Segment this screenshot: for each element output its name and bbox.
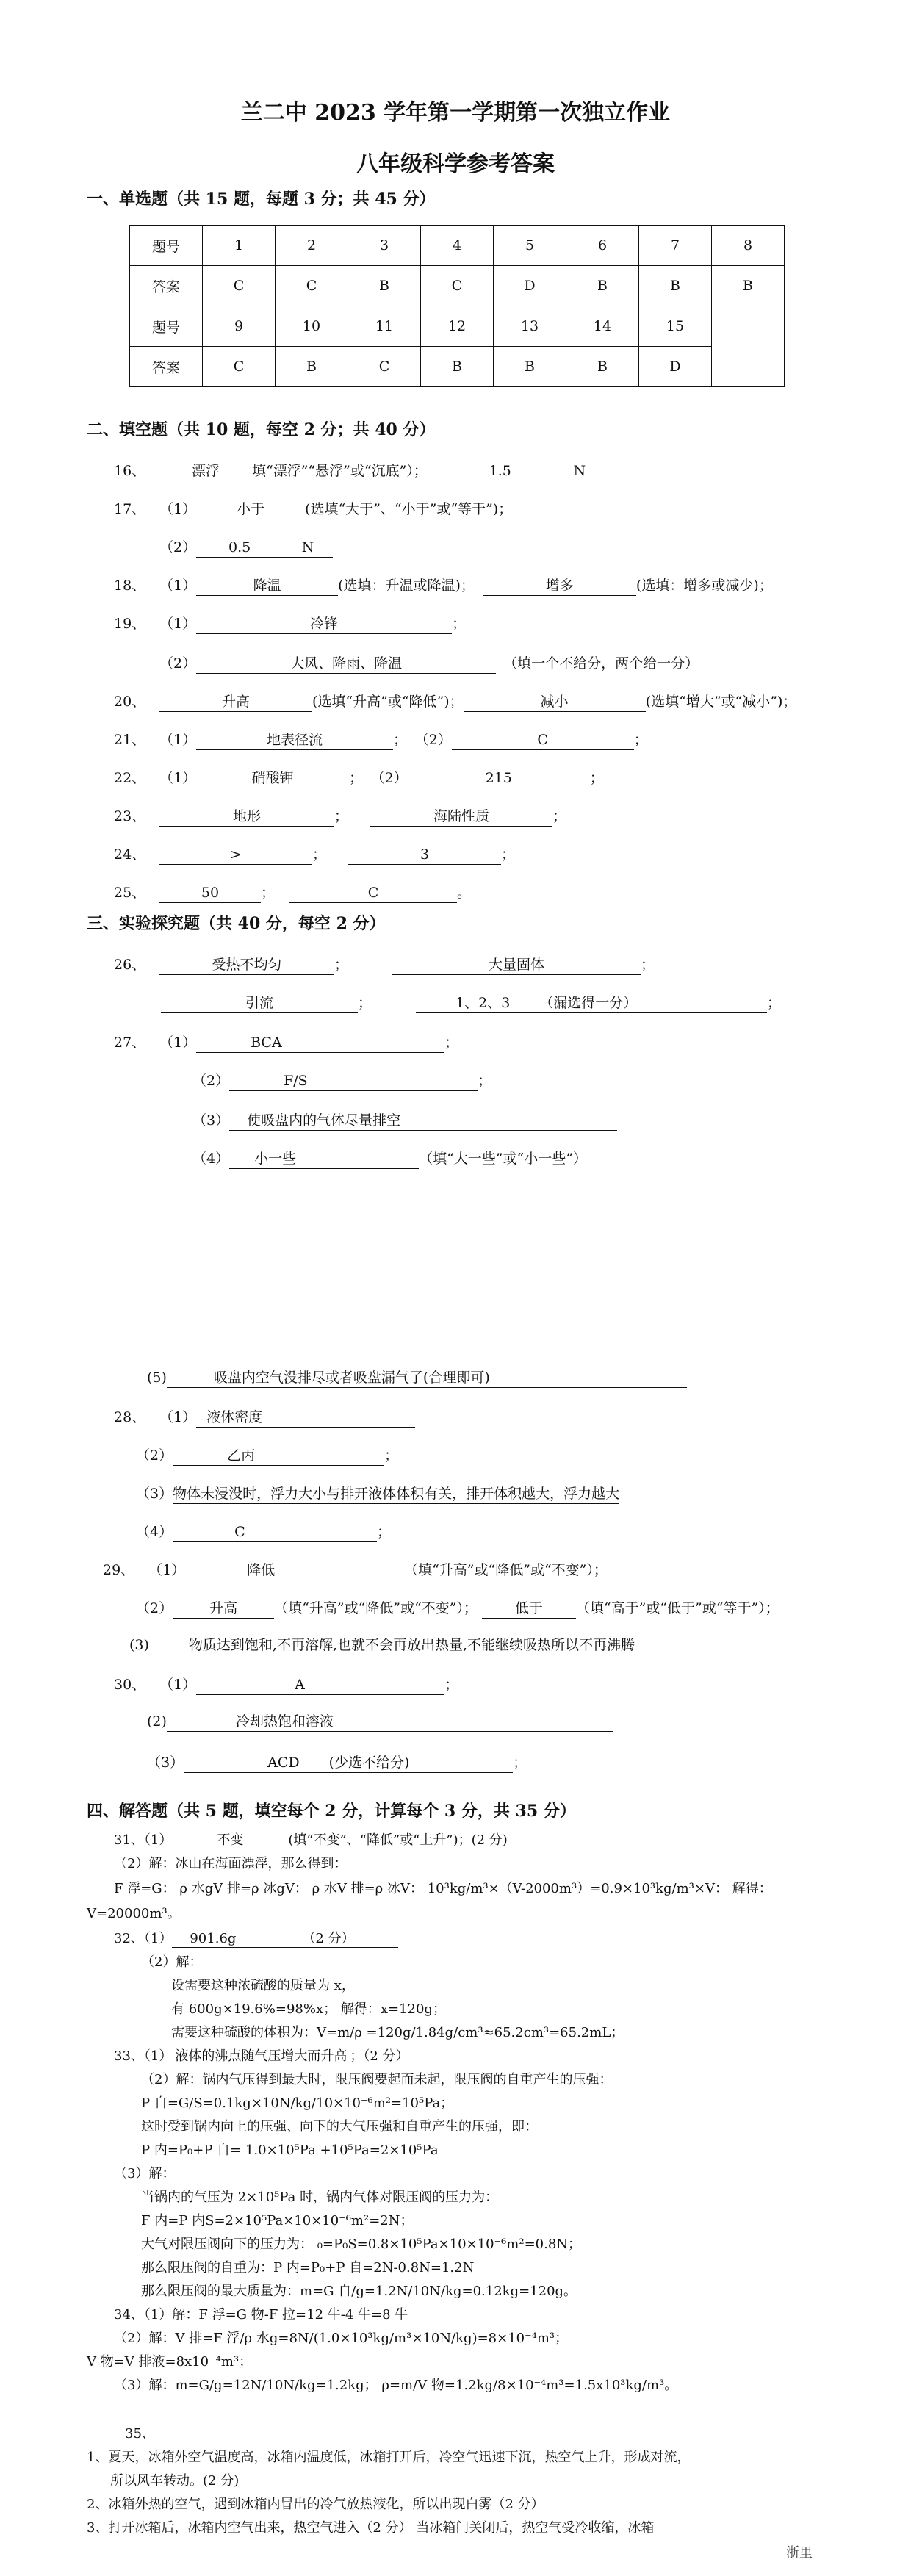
section-3-heading: 三、实验探究题（共 40 分，每空 2 分） bbox=[87, 914, 386, 933]
question-number: 21、 bbox=[114, 732, 146, 748]
answer-value: C bbox=[234, 1524, 245, 1540]
hint-text: (少选不给分) bbox=[328, 1755, 410, 1771]
table-cell: C bbox=[276, 266, 348, 306]
hint-text: ； bbox=[261, 885, 276, 901]
answer-blank bbox=[173, 1446, 384, 1466]
question-number: 28、 bbox=[114, 1409, 146, 1425]
answer-blank bbox=[167, 1712, 613, 1732]
table-cell: B bbox=[494, 347, 566, 387]
hint-text: (选填“大于”、“小于”或“等于”)； bbox=[305, 501, 513, 517]
answer-blank: 0.5 bbox=[196, 538, 283, 558]
answer-value: A bbox=[295, 1677, 305, 1693]
answer-blank bbox=[167, 1368, 687, 1388]
hint-text: （填一个不给分，两个给一分） bbox=[503, 655, 699, 672]
answer-blank bbox=[184, 1753, 513, 1773]
answer-blank: 3 bbox=[348, 845, 501, 865]
answer-blank: 低于 bbox=[482, 1599, 576, 1619]
answer-blank: 215 bbox=[408, 769, 590, 788]
answer-blank: 小于 bbox=[196, 500, 305, 519]
answer-blank bbox=[416, 993, 767, 1013]
answer-blank bbox=[196, 1408, 415, 1428]
table-cell: 11 bbox=[348, 306, 421, 347]
answer-value: BCA bbox=[251, 1035, 282, 1051]
q31-line-4: V=20000m³。 bbox=[87, 1906, 181, 1921]
part-label: (5) bbox=[147, 1370, 167, 1386]
hint-text: （漏选得一分） bbox=[539, 995, 638, 1011]
hint-text: ； bbox=[444, 1677, 459, 1693]
q27-line-3 bbox=[192, 1109, 617, 1131]
answer-value: 冷却热饱和溶液 bbox=[235, 1713, 334, 1730]
q33-line-9: 大气对限压阀向下的压力为： ₀=P₀S=0.8×10⁵Pa×10×10⁻⁶m²=0.8N； bbox=[141, 2237, 582, 2252]
question-number: 30、 bbox=[114, 1677, 146, 1693]
answer-value: 1、2、3 bbox=[455, 995, 511, 1011]
answer-value: 物质达到饱和,不再溶解,也就不会再放出热量,不能继续吸热所以不再沸腾 bbox=[188, 1637, 635, 1653]
part-label: （3） bbox=[147, 1755, 184, 1771]
question-number: 31、（1） bbox=[114, 1832, 173, 1848]
hint-text: ； bbox=[552, 808, 567, 824]
table-cell: D bbox=[494, 266, 566, 306]
q34-line-4: （3）解：m=G/g=12N/10N/kg=1.2kg； ρ=m/V 物=1.2kg/8×10⁻⁴m³=1.5x10³kg/m³。 bbox=[114, 2378, 678, 2393]
q31-line-3: F 浮=G： ρ 水gV 排=ρ 冰gV： ρ 水V 排=ρ 冰V： 10³kg/m³×（V-2000m³）=0.9×10³kg/m³×V： 解得： bbox=[114, 1881, 772, 1896]
part-label: （1） bbox=[159, 770, 197, 786]
question-number: 18、 bbox=[114, 578, 146, 594]
answer-blank bbox=[196, 1033, 444, 1053]
hint-text: ； bbox=[501, 846, 516, 863]
answer-blank bbox=[172, 1931, 398, 1948]
table-cell: 9 bbox=[203, 306, 276, 347]
answer-blank: 大风、降雨、降温 bbox=[196, 654, 496, 674]
part-label: （2） bbox=[422, 732, 452, 748]
answer-blank: C bbox=[452, 730, 634, 750]
hint-text: (选填“增大”或“减小”)； bbox=[645, 694, 797, 710]
part-label: (3) bbox=[129, 1637, 149, 1653]
hint-text: ； bbox=[633, 732, 648, 748]
q35-line-5: 3、打开冰箱后，冰箱内空气出来，热空气进入（2 分） 当冰箱门关闭后，热空气受冷收缩，冰箱 bbox=[87, 2520, 655, 2536]
q32-line-1 bbox=[114, 1928, 398, 1948]
q17-line-2 bbox=[159, 536, 333, 558]
hint-text: (填“不变”、“降低”或“上升”)；(2 分) bbox=[288, 1832, 508, 1848]
table-cell: D bbox=[639, 347, 712, 387]
question-number: 33、（1） bbox=[114, 2048, 173, 2064]
table-cell: 12 bbox=[421, 306, 494, 347]
hint-text: ； bbox=[478, 1073, 492, 1089]
hint-text: 。 bbox=[457, 885, 472, 901]
part-label: （1） bbox=[159, 732, 197, 748]
q33-line-5: P 内=P₀+P 自= 1.0×10⁵Pa +10⁵Pa=2×10⁵Pa bbox=[141, 2143, 439, 2158]
answer-blank: 引流 bbox=[161, 993, 358, 1013]
part-label: （2） bbox=[159, 539, 197, 555]
table-cell: 4 bbox=[421, 226, 494, 266]
answer-value: F/S bbox=[284, 1073, 308, 1089]
question-number: 19、 bbox=[114, 616, 146, 632]
q35-line-1: 35、 bbox=[125, 2426, 155, 2442]
hint-text: (选填：增多或减少)； bbox=[635, 578, 773, 594]
hint-text: (选填：升温或降温)； bbox=[338, 578, 475, 594]
q25-line bbox=[114, 882, 471, 903]
hint-text: ； bbox=[452, 616, 467, 632]
q24-line bbox=[114, 843, 515, 865]
part-label: （2） bbox=[136, 1447, 173, 1464]
hint-text: ； bbox=[641, 957, 655, 973]
question-number: 25、 bbox=[114, 885, 146, 901]
table-cell: B bbox=[712, 266, 785, 306]
question-number: 20、 bbox=[114, 694, 146, 710]
answer-unit: N bbox=[283, 538, 333, 558]
answer-blank: 不变 bbox=[172, 1832, 288, 1849]
table-cell: C bbox=[203, 347, 276, 387]
answer-blank: > bbox=[159, 845, 312, 865]
answer-value: 液体密度 bbox=[206, 1409, 263, 1425]
hint-text: ； bbox=[349, 770, 364, 786]
part-label: （3） bbox=[136, 1486, 173, 1502]
q27-line-1 bbox=[114, 1032, 458, 1053]
table-cell: 6 bbox=[566, 226, 639, 266]
question-number: 17、 bbox=[114, 501, 146, 517]
part-label: （1） bbox=[159, 1409, 197, 1425]
q32-line-2: （2）解： bbox=[141, 1954, 203, 1970]
q22-line bbox=[114, 767, 604, 788]
q26-line-1 bbox=[114, 954, 655, 975]
hint-text: （2 分） bbox=[302, 1931, 355, 1946]
hint-text: ； bbox=[384, 1447, 399, 1464]
answer-blank: 液体的沸点随气压增大而升高 bbox=[172, 2048, 350, 2065]
table-cell: 题号 bbox=[130, 226, 203, 266]
answer-blank: 物体未浸没时，浮力大小与排开液体体积有关，排开体积越大，浮力越大 bbox=[173, 1484, 619, 1504]
table-cell: 15 bbox=[639, 306, 712, 347]
answer-blank: 漂浮 bbox=[159, 461, 252, 481]
hint-text: ； bbox=[589, 770, 604, 786]
hint-text: ； bbox=[767, 995, 782, 1011]
part-label: （2） bbox=[136, 1600, 173, 1616]
answer-blank bbox=[229, 1111, 617, 1131]
part-label: (2) bbox=[147, 1713, 167, 1730]
hint-text: （填“升高”或“降低”或“不变”）； bbox=[404, 1562, 608, 1578]
q32-line-3: 设需要这种浓硫酸的质量为 x， bbox=[171, 1978, 355, 1993]
part-label: （1） bbox=[148, 1562, 186, 1578]
answer-blank: 受热不均匀 bbox=[159, 955, 334, 975]
section-4-heading: 四、解答题（共 5 题，填空每个 2 分，计算每个 3 分，共 35 分） bbox=[87, 1802, 576, 1821]
table-cell: 5 bbox=[494, 226, 566, 266]
answer-blank: 升高 bbox=[173, 1599, 274, 1619]
q33-line-4: 这时受到锅内向上的压强、向下的大气压强和自重产生的压强，即： bbox=[141, 2119, 538, 2134]
answer-blank: 冷锋 bbox=[196, 614, 452, 634]
table-row bbox=[130, 306, 785, 347]
part-label: （1） bbox=[159, 616, 197, 632]
table-cell: 题号 bbox=[130, 306, 203, 347]
q19-line-1 bbox=[114, 613, 466, 634]
part-label: （1） bbox=[159, 1677, 197, 1693]
hint-text: ； bbox=[444, 1035, 459, 1051]
hint-text: ； bbox=[393, 732, 408, 748]
answer-blank: 地表径流 bbox=[196, 730, 393, 750]
answer-table bbox=[129, 225, 785, 387]
table-cell: C bbox=[203, 266, 276, 306]
page-title: 兰二中 2023 学年第一学期第一次独立作业 bbox=[240, 100, 671, 126]
table-cell: B bbox=[348, 266, 421, 306]
answer-blank bbox=[185, 1561, 404, 1580]
table-cell: 1 bbox=[203, 226, 276, 266]
table-cell: 2 bbox=[276, 226, 348, 266]
answer-blank bbox=[229, 1149, 419, 1169]
q34-line-2: （2）解：V 排=F 浮/ρ 水g=8N/(1.0×10³kg/m³×10N/kg)=8×10⁻⁴m³； bbox=[114, 2331, 569, 2346]
answer-blank bbox=[196, 1675, 444, 1695]
table-row bbox=[130, 347, 785, 387]
q18-line bbox=[114, 575, 773, 596]
part-label: （4） bbox=[192, 1151, 230, 1167]
question-number: 32、（1） bbox=[114, 1931, 173, 1946]
answer-blank bbox=[173, 1522, 377, 1542]
question-number: 26、 bbox=[114, 957, 146, 973]
answer-value: 乙丙 bbox=[227, 1447, 256, 1464]
q27-line-5 bbox=[147, 1368, 687, 1388]
table-cell: B bbox=[566, 347, 639, 387]
table-row bbox=[130, 226, 785, 266]
answer-blank: 增多 bbox=[483, 576, 636, 596]
q35-line-3: 所以风车转动。(2 分) bbox=[110, 2473, 240, 2489]
q34-line-1: 34、（1）解：F 浮=G 物-F 拉=12 牛-4 牛=8 牛 bbox=[114, 2307, 408, 2323]
q29-line-1 bbox=[103, 1559, 608, 1580]
section-2-heading: 二、填空题（共 10 题，每空 2 分；共 40 分） bbox=[87, 420, 436, 439]
answer-blank: 大量固体 bbox=[392, 955, 641, 975]
q20-line bbox=[114, 691, 796, 712]
table-cell: B bbox=[421, 347, 494, 387]
q32-line-5: 需要这种硫酸的体积为：V=m/ρ =120g/1.84g/cm³≈65.2cm³=65.2mL； bbox=[171, 2025, 624, 2040]
hint-text: ； bbox=[334, 957, 349, 973]
q33-line-10: 那么限压阀的自重为：P 内=P₀+P 自=2N-0.8N=1.2N bbox=[141, 2260, 475, 2275]
q27-line-2 bbox=[192, 1070, 491, 1091]
answer-blank: 硝酸钾 bbox=[196, 769, 349, 788]
q16-line bbox=[114, 460, 601, 481]
table-cell: 7 bbox=[639, 226, 712, 266]
q30-line-1 bbox=[114, 1674, 458, 1695]
q35-line-2: 1、夏天，冰箱外空气温度高，冰箱内温度低，冰箱打开后，冷空气迅速下沉，热空气上升，形成对流， bbox=[87, 2450, 691, 2465]
answer-blank: C bbox=[289, 883, 457, 903]
answer-value: 901.6g bbox=[190, 1931, 237, 1946]
q19-line-2 bbox=[159, 652, 699, 674]
part-label: （4） bbox=[136, 1524, 173, 1540]
q28-line-3 bbox=[136, 1483, 619, 1504]
answer-blank: 减小 bbox=[464, 692, 646, 712]
watermark-text: 浙里 bbox=[786, 2545, 813, 2561]
table-cell: 13 bbox=[494, 306, 566, 347]
part-label: （1） bbox=[159, 1035, 197, 1051]
q28-line-4 bbox=[136, 1521, 391, 1542]
q33-line-11: 那么限压阀的最大质量为：m=G 自/g=1.2N/10N/kg=0.12kg=120g。 bbox=[141, 2284, 577, 2299]
q33-line-6: （3）解： bbox=[114, 2166, 176, 2181]
part-label: （1） bbox=[159, 501, 197, 517]
hint-text: （填“大一些”或“小一些”） bbox=[419, 1151, 587, 1167]
answer-blank: 50 bbox=[159, 883, 261, 903]
answer-blank: 降温 bbox=[196, 576, 338, 596]
part-label: （2） bbox=[378, 770, 408, 786]
table-cell: C bbox=[348, 347, 421, 387]
answer-blank: 升高 bbox=[159, 692, 312, 712]
section-1-heading: 一、单选题（共 15 题，每题 3 分；共 45 分） bbox=[87, 190, 436, 209]
q21-line bbox=[114, 729, 648, 750]
answer-blank: 1.5 bbox=[442, 461, 558, 481]
q35-line-4: 2、冰箱外热的空气，遇到冰箱内冒出的冷气放热液化，所以出现白雾（2 分） bbox=[87, 2497, 544, 2512]
q33-line-3: P 自=G/S=0.1kg×10N/kg/10×10⁻⁶m²=10⁵Pa； bbox=[141, 2095, 454, 2111]
hint-text: ； bbox=[334, 808, 349, 824]
question-number: 27、 bbox=[114, 1035, 146, 1051]
q28-line-2 bbox=[136, 1444, 398, 1466]
part-label: （1） bbox=[159, 578, 197, 594]
table-cell: 答案 bbox=[130, 266, 203, 306]
page-subtitle: 八年级科学参考答案 bbox=[356, 151, 555, 177]
table-cell: 14 bbox=[566, 306, 639, 347]
q32-line-4: 有 600g×19.6%=98%x； 解得：x=120g； bbox=[171, 2001, 446, 2017]
q17-line-1 bbox=[114, 498, 512, 519]
q29-line-3 bbox=[129, 1636, 674, 1655]
hint-text: 填“漂浮”“悬浮”或“沉底”）； bbox=[252, 463, 428, 479]
answer-blank: 海陆性质 bbox=[370, 807, 552, 827]
q31-line-2: （2）解：冰山在海面漂浮，那么得到： bbox=[114, 1856, 348, 1871]
hint-text: ； bbox=[358, 995, 372, 1011]
table-cell: 3 bbox=[348, 226, 421, 266]
hint-text: （填“升高”或“降低”或“不变”）； bbox=[274, 1600, 478, 1616]
answer-value: 降低 bbox=[247, 1562, 276, 1578]
q33-line-8: F 内=P 内S=2×10⁵Pa×10×10⁻⁶m²=2N； bbox=[141, 2213, 414, 2228]
q31-line-1 bbox=[114, 1830, 508, 1849]
q29-line-2 bbox=[136, 1597, 779, 1619]
question-number: 22、 bbox=[114, 770, 146, 786]
hint-text: ；（2 分） bbox=[350, 2048, 409, 2064]
q33-line-7: 当锅内的气压为 2×10⁵Pa 时，锅内气体对限压阀的压力为： bbox=[141, 2190, 499, 2205]
answer-blank bbox=[229, 1071, 478, 1091]
table-cell bbox=[712, 306, 785, 387]
table-cell: 答案 bbox=[130, 347, 203, 387]
answer-blank bbox=[149, 1636, 674, 1655]
q28-line-1 bbox=[114, 1406, 415, 1428]
table-cell: 8 bbox=[712, 226, 785, 266]
answer-value: 使吸盘内的气体尽量排空 bbox=[247, 1112, 401, 1129]
question-number: 24、 bbox=[114, 846, 146, 863]
q30-line-3 bbox=[147, 1752, 527, 1773]
table-cell: 10 bbox=[276, 306, 348, 347]
q34-line-3: V 物=V 排液=8x10⁻⁴m³； bbox=[87, 2354, 253, 2370]
table-cell: C bbox=[421, 266, 494, 306]
hint-text: ； bbox=[377, 1524, 392, 1540]
q27-line-4 bbox=[192, 1148, 587, 1169]
answer-value: 小一些 bbox=[254, 1151, 297, 1167]
question-number: 29、 bbox=[103, 1562, 135, 1578]
part-label: （3） bbox=[192, 1112, 230, 1129]
q30-line-2 bbox=[147, 1712, 613, 1732]
q26-line-2 bbox=[161, 992, 781, 1013]
answer-value: 吸盘内空气没排尽或者吸盘漏气了(合理即可) bbox=[213, 1370, 490, 1386]
hint-text: （填“高于”或“低于”或“等于”）； bbox=[575, 1600, 779, 1616]
answer-value: ACD bbox=[267, 1755, 300, 1771]
table-row bbox=[130, 266, 785, 306]
q33-line-1 bbox=[114, 2046, 409, 2065]
question-number: 16、 bbox=[114, 463, 146, 479]
table-cell: B bbox=[566, 266, 639, 306]
part-label: （2） bbox=[192, 1073, 230, 1089]
hint-text: ； bbox=[513, 1755, 527, 1771]
table-cell: B bbox=[639, 266, 712, 306]
hint-text: (选填“升高”或“降低”)； bbox=[312, 694, 464, 710]
q33-line-2: （2）解：锅内气压得到最大时，限压阀要起而未起，限压阀的自重产生的压强： bbox=[141, 2072, 613, 2087]
hint-text: ； bbox=[312, 846, 327, 863]
table-cell: B bbox=[276, 347, 348, 387]
answer-blank: 地形 bbox=[159, 807, 334, 827]
answer-unit: N bbox=[558, 461, 601, 481]
question-number: 23、 bbox=[114, 808, 146, 824]
part-label: （2） bbox=[159, 655, 197, 672]
q23-line bbox=[114, 805, 566, 827]
